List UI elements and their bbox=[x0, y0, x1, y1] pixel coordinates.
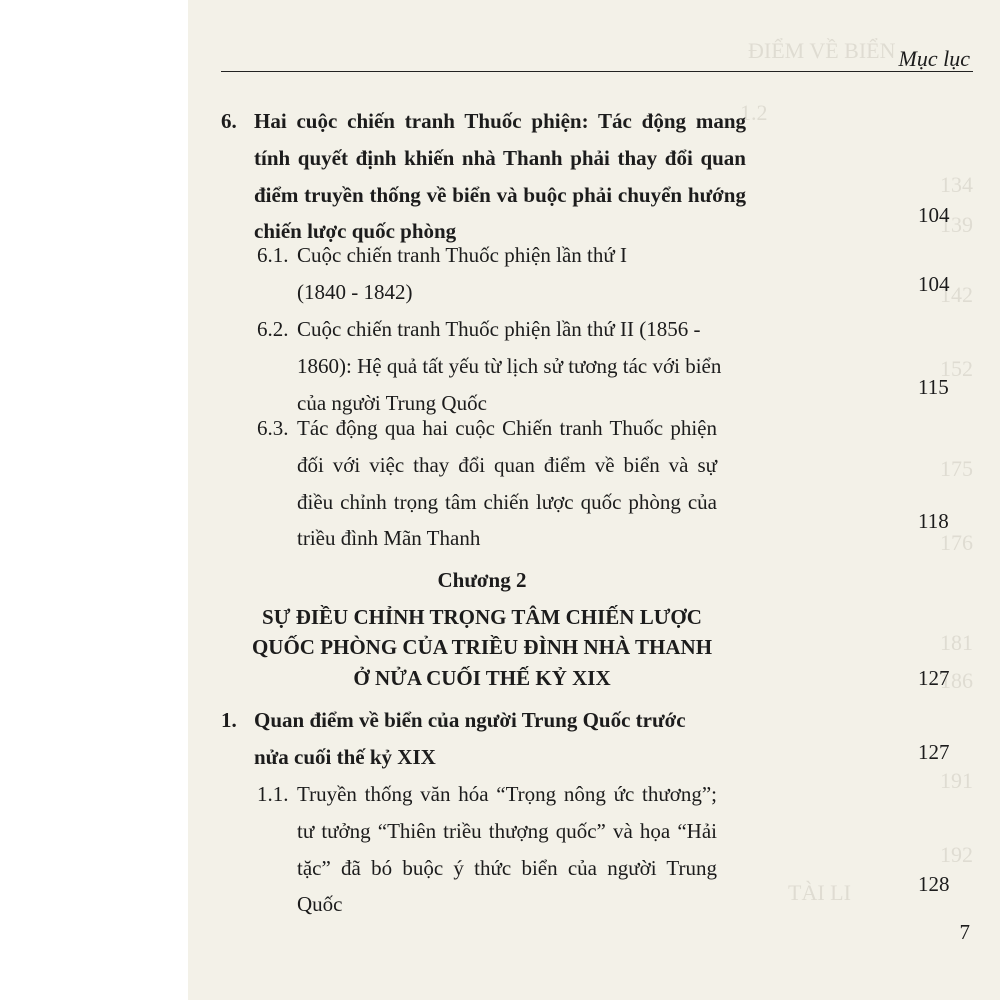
show-through-text: 186 bbox=[940, 668, 973, 693]
entry-page: 115 bbox=[918, 375, 949, 399]
entry-page: 104 bbox=[918, 272, 950, 296]
entry-text: Cuộc chiến tranh Thuốc phiện lần thứ II (1856 - 1860): Hệ quả tất yếu từ lịch sử tương tác với biển của người Trung Quốc bbox=[297, 317, 722, 415]
show-through-text: 152 bbox=[940, 356, 973, 381]
show-through-text: 181 bbox=[940, 630, 973, 655]
show-through-text: 176 bbox=[940, 530, 973, 555]
entry-number: 6. bbox=[221, 109, 237, 133]
entry-number: 6.2. bbox=[257, 317, 289, 341]
entry-text: Tác động qua hai cuộc Chiến tranh Thuốc phiện đối với việc thay đổi quan điểm về biển và sự điều chỉnh trọng tâm chiến lược quốc phòng của triều đình Mãn Thanh bbox=[297, 416, 717, 551]
chapter-label: Chương 2 bbox=[437, 568, 527, 592]
chapter-title-line-3: Ở NỬA CUỐI THẾ KỶ XIX bbox=[353, 666, 611, 690]
show-through-text: 139 bbox=[940, 212, 973, 237]
toc-entry-6-1 bbox=[257, 237, 707, 311]
entry-text: Quan điểm về biển của người Trung Quốc trước nửa cuối thế kỷ XIX bbox=[254, 708, 686, 769]
toc-page-chapter-2 bbox=[918, 660, 950, 697]
toc-page-6-2 bbox=[918, 369, 949, 406]
toc-page-6-1 bbox=[918, 266, 950, 303]
page-number: 7 bbox=[959, 920, 970, 944]
entry-text: Cuộc chiến tranh Thuốc phiện lần thứ I (1840 - 1842) bbox=[297, 243, 627, 304]
entry-text: Hai cuộc chiến tranh Thuốc phiện: Tác động mang tính quyết định khiến nhà Thanh phải thay đổi quan điểm truyền thống về biển và buộc phải chuyển hướng chiến lược quốc phòng bbox=[254, 109, 746, 244]
entry-page: 128 bbox=[918, 872, 950, 896]
toc-entry-1-1 bbox=[257, 776, 717, 923]
entry-page: 127 bbox=[918, 740, 950, 764]
toc-entry-6-2 bbox=[257, 311, 737, 421]
toc-page-6-3 bbox=[918, 503, 949, 540]
show-through-text: TÀI LI bbox=[788, 880, 851, 905]
show-through-text: 142 bbox=[940, 282, 973, 307]
entry-number: 1. bbox=[221, 708, 237, 732]
show-through-text: 134 bbox=[940, 172, 973, 197]
toc-page-1-1 bbox=[918, 866, 950, 903]
toc-page-1 bbox=[918, 734, 950, 771]
show-through-text: 175 bbox=[940, 456, 973, 481]
toc-entry-6 bbox=[221, 103, 746, 250]
entry-text: Truyền thống văn hóa “Trọng nông ức thương”; tư tưởng “Thiên triều thượng quốc” và họa “Hải tặc” đã bó buộc ý thức biển của người Trung Quốc bbox=[297, 782, 717, 917]
toc-entry-1 bbox=[221, 702, 746, 776]
entry-page: 127 bbox=[918, 666, 950, 690]
entry-number: 6.1. bbox=[257, 243, 289, 267]
toc-entry-6-3 bbox=[257, 410, 717, 557]
chapter-title-line-1: SỰ ĐIỀU CHỈNH TRỌNG TÂM CHIẾN LƯỢC bbox=[262, 605, 702, 629]
entry-number: 1.1. bbox=[257, 782, 289, 806]
entry-page: 118 bbox=[918, 509, 949, 533]
book-page bbox=[188, 0, 1000, 1000]
entry-number: 6.3. bbox=[257, 416, 289, 440]
show-through-text: 1.2 bbox=[740, 100, 768, 125]
chapter-title-line-2: QUỐC PHÒNG CỦA TRIỀU ĐÌNH NHÀ THANH bbox=[251, 635, 713, 659]
show-through-text: ĐIỂM VỀ BIỂN bbox=[748, 38, 896, 63]
header-rule bbox=[221, 71, 973, 72]
show-through-text: 191 bbox=[940, 768, 973, 793]
running-header-title: Mục lục bbox=[898, 46, 970, 71]
entry-page: 104 bbox=[918, 203, 950, 227]
toc-page-6 bbox=[918, 197, 950, 234]
show-through-text: 192 bbox=[940, 842, 973, 867]
